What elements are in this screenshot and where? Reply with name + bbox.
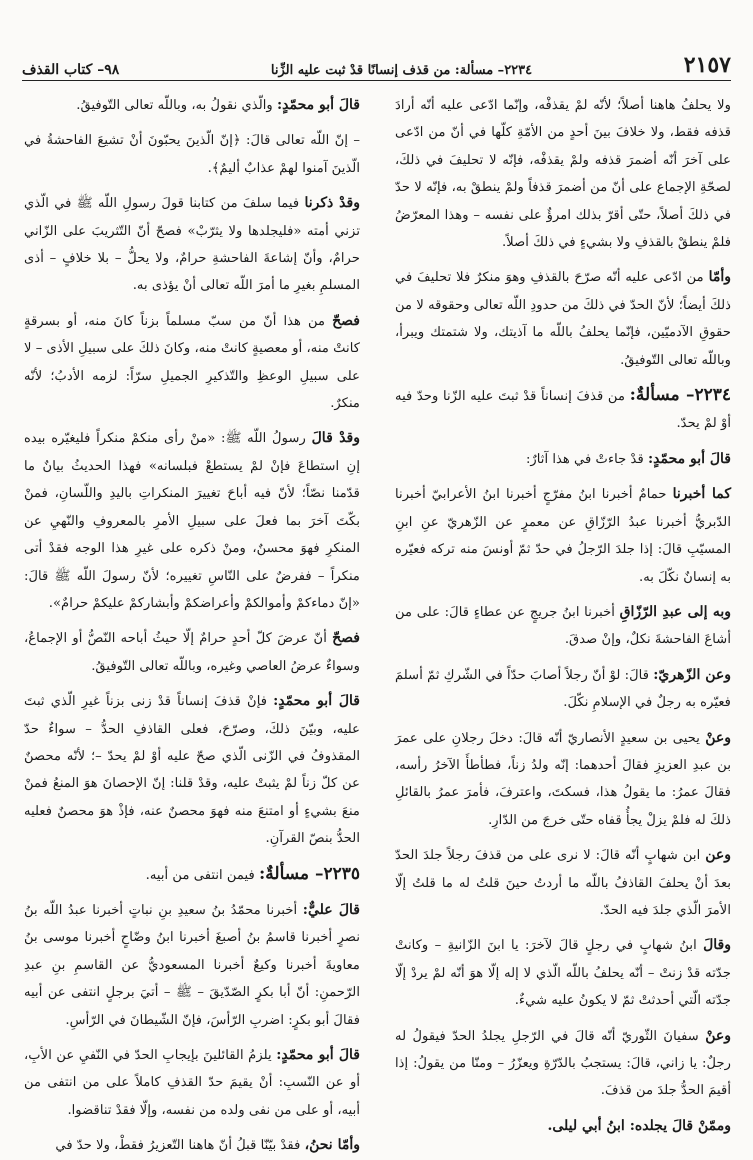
paragraph-text: والّذي نقولُ به، وباللّه تعالى التّوفيقُ. bbox=[76, 98, 277, 113]
paragraph-lead: قالَ أبو محمّدٍ: bbox=[276, 97, 360, 113]
paragraph bbox=[24, 1042, 360, 1124]
paragraph-text: يحيى بن سعيدٍ الأنصاريّ أنّه قالَ: دخلَ رجلانِ على عمرَ بن عبدِ العزيزِ فقالَ أحدهما: إنّه ولدُ زناً، فطأطأَ الآخرُ رأسه، فقالَ عمرُ: ما يقولُ هذا، فسكتَ، واعترفَ، فأمرَ عمرُ بالقائلِ ذلكَ له فلمْ يزلْ يجأُ قفاه حتّى خرجَ من الدّارِ. bbox=[395, 730, 731, 828]
paragraph-text: أنّ عرضَ كلّ أحدٍ حرامٌ إلّا حيثُ أباحه النّصُّ أو الإجماعُ، وسواءٌ عرضُ العاصي وغيره، وباللّه تعالى التّوفيقُ. bbox=[24, 631, 360, 674]
paragraph-lead: وممّنْ قالَ يجلده: ابنُ أبي ليلى. bbox=[547, 1117, 731, 1134]
right-column bbox=[395, 92, 731, 1140]
paragraph-lead: فصحّ bbox=[332, 312, 360, 329]
paragraph bbox=[395, 1023, 731, 1105]
paragraph-text: ابن شهابٍ أنّه قالَ: لا نرى على من قذفَ رجلاً جلدَ الحدّ بعدَ أنْ يحلفَ القاذفُ باللّه ما أردتُ حينَ قلتُ له ما قلتُ إلّا الأمرَ الّذي جلدَ فيه الحدّ. bbox=[395, 848, 731, 918]
paragraph-text: فيمن انتفى من أبيه. bbox=[145, 867, 260, 883]
paragraph bbox=[24, 308, 360, 418]
paragraph bbox=[24, 190, 360, 300]
left-column bbox=[24, 92, 360, 1160]
paragraph bbox=[24, 92, 360, 119]
paragraph-text: أخبرنا ابنُ جريجٍ عن عطاءٍ قالَ: على من أشاعَ الفاحشةَ نكلٌ، وإنْ صدقَ. bbox=[395, 604, 731, 648]
paragraph-text: ولا يحلفُ هاهنا أصلاً؛ لأنّه لمْ يقذفْه، وإنّما ادّعى عليه أنّه أرادَ قذفه فقط، ولا خلافَ بينَ أحدٍ من الأمّةِ كلّها في أنّ من ادّعى على آخرَ أنّه أضمرَ قذفه ولمْ يقذفْه، فإنّه لا تحليفَ في ذلكَ، لصحّةِ الإجماع على أنّ من أضمرَ قذفاً ولمْ ينطقْ به، فإنّه لا حدّ في ذلكَ أصلاً، حتّى أقرّ بذلك امرؤٌ على نفسه – وهذا المعرّضُ فلمْ ينطقْ بالقذفِ ولا بشيءٍ في ذلكَ أصلاً. bbox=[395, 98, 731, 251]
paragraph-lead: وقدْ ذكرنا bbox=[304, 195, 360, 212]
paragraph-text: سفيانَ الثّوريّ أنّه قالَ في الرّجلِ يجلدُ الحدّ فيقولُ له رجلٌ: يا زاني، قالَ: يستجبُ بالدّرّةِ ويعزّرُ – ومنّا من يقولُ: إذا أقيمَ الحدُّ جلدَ من قذفَ. bbox=[395, 1028, 731, 1099]
paragraph bbox=[24, 425, 360, 617]
paragraph bbox=[395, 725, 731, 835]
paragraph-lead: وقدْ قالَ bbox=[311, 430, 360, 447]
paragraph bbox=[395, 446, 731, 473]
paragraph-lead: كما أخبرنا bbox=[672, 486, 731, 503]
paragraph bbox=[395, 932, 731, 1014]
paragraph-text: – إنّ اللّه تعالى قالَ: ﴿إنّ الّذينَ يحبّونَ أنْ تشيعَ الفاحشةُ في الّذينَ آمنوا لهمْ عذابٌ أليمٌ﴾. bbox=[24, 133, 360, 176]
header-rule bbox=[22, 80, 731, 81]
paragraph bbox=[395, 662, 731, 717]
paragraph bbox=[395, 599, 731, 654]
paragraph bbox=[24, 1132, 360, 1159]
book-title: ٩٨– كتاب القذف bbox=[22, 62, 120, 78]
paragraph-text: فيما سلفَ من كتابنا قولَ رسولِ اللّه ﷺ في الّذي تزني أمته «فليجلدها ولا يثرّبْ» فصحّ أنّ التّثريبَ على الزّاني حرامٌ، وأنّ إشاعةَ الفاحشةِ حرامٌ، ولا يحلُّ – بلا خلافٍ – أذى المسلمِ بغيرِ ما أمرَ اللّه تعالى أنْ يؤذى به. bbox=[24, 196, 360, 294]
paragraph bbox=[24, 127, 360, 182]
paragraph-lead: وأمّا bbox=[708, 269, 731, 286]
page-number: ٢١٥٧ bbox=[683, 52, 731, 78]
paragraph bbox=[24, 625, 360, 680]
paragraph-text: قالَ: لوْ أنّ رجلاً أصابَ حدّاً في الشّركِ ثمّ أسلمَ فعيّره به رجلٌ في الإسلامِ نكّلَ. bbox=[395, 667, 731, 711]
paragraph-text: فقدْ بيّنّا قبلُ أنّ هاهنا التّعزيرُ فقطْ، ولا حدّ في bbox=[55, 1138, 305, 1154]
paragraph-text: ابنُ شهابٍ في رجلٍ قالَ لآخرَ: يا ابنَ الزّانيةِ – وكانتْ جدّته قدْ زنتْ – أنّه يحلفُ باللّه الّذي لا إله إلّا هوَ أنّه لمْ يردْ إلّا جدّته الّتي أحدثتْ ثمّ لا يكونُ عليه شيءٌ. bbox=[395, 938, 731, 1009]
paragraph-text: من قذفَ إنساناً قدْ ثبتَ عليه الزّنا وحدّ فيه أوْ لمْ يحدّ. bbox=[395, 389, 731, 432]
paragraph-lead: وعنْ bbox=[705, 729, 731, 746]
paragraph-lead: ٢٢٣٤– مسألةٌ: bbox=[629, 385, 731, 406]
paragraph-lead: وبه إلى عبدِ الرّزّاقِ bbox=[619, 603, 731, 620]
paragraph bbox=[24, 688, 360, 852]
paragraph-lead: وقالَ bbox=[703, 937, 731, 954]
page-header bbox=[22, 48, 731, 78]
paragraph-lead: قالَ عليٌّ: bbox=[302, 901, 360, 918]
paragraph bbox=[395, 1113, 731, 1140]
paragraph bbox=[395, 382, 731, 438]
paragraph-lead: وعن bbox=[705, 847, 731, 864]
paragraph bbox=[395, 264, 731, 374]
paragraph-lead: قالَ أبو محمّدٍ: bbox=[276, 1047, 361, 1063]
paragraph-lead: وأمّا نحنُ، bbox=[304, 1137, 360, 1154]
paragraph-text: من هذا أنّ من سبّ مسلماً بزناً كانَ منه، أو بسرقةٍ كانتْ منه، أو معصيةٍ كانتْ منه، وكانَ ذلكَ على سبيلِ الأذى – لا على سبيلِ الوعظِ والتّذكيرِ الجميلِ سرّاً: لزمه الأدبُ؛ لأنّه منكرٌ. bbox=[24, 313, 360, 412]
paragraph-text: قدْ جاءتْ في هذا آثارٌ: bbox=[525, 451, 648, 467]
paragraph-text: من ادّعى عليه أنّه صرّحَ بالقذفِ وهوَ منكرٌ فلا تحليفَ في ذلكَ أيضاً؛ لأنّ الحدّ في ذلكَ من حدودِ اللّه تعالى وحقوقه لا من حقوقِ الآدميّين، فإنّما يحلفُ باللّه ما آذيتك، ولا شتمتك ويبرأ، وباللّه تعالى التّوفيقُ. bbox=[395, 270, 731, 368]
paragraph-lead: فصحّ bbox=[332, 630, 360, 647]
paragraph-text: فإنْ قذفَ إنساناً قدْ زنى بزناً غيرِ الّذي ثبتَ عليه، وبيّنَ ذلكَ، وصرّحَ، فعلى القاذفِ الحدُّ – سواءٌ حدّ المقذوفُ في الزّنى الّذي صحّ عليه أوْ لمْ يحدّ –؛ لأنّه محصنٌ عن كلّ زناً لمْ يثبتْ عليه، وقدْ قلنا: إنّ الإحصانَ هوَ المنعُ فمنْ منعَ بشيءٍ أو امتنعَ منه فهوَ محصنٌ عنه، فإذْ هوَ محصنٌ فعليه الحدُّ بنصّ القرآنِ. bbox=[24, 694, 360, 847]
paragraph bbox=[24, 861, 360, 889]
paragraph-text: يلزمُ القائلينَ بإيجابِ الحدّ في النّفيِ عن الأبِ، أو عن النّسبِ: أنْ يقيمَ حدّ القذفِ كاملاً على من انتفى من أبيه، أو على من نفى ولده من نفسه، وإلّا فقدْ تناقضوا. bbox=[24, 1048, 360, 1118]
paragraph-lead: قالَ أبو محمّدٍ: bbox=[273, 693, 360, 710]
paragraph bbox=[395, 92, 731, 256]
paragraph-lead: وعنْ bbox=[705, 1027, 731, 1044]
paragraph bbox=[24, 897, 360, 1034]
running-title: ٢٢٣٤– مسألة: من قذف إنسانًا قدْ ثبت عليه الزِّنا bbox=[270, 63, 533, 78]
paragraph bbox=[395, 842, 731, 924]
paragraph-lead: ٢٢٣٥– مسألةٌ: bbox=[259, 863, 360, 884]
paragraph-lead: وعن الزّهريّ: bbox=[653, 666, 731, 683]
paragraph-text: أخبرنا محمّدُ بنُ سعيدِ بنِ نباتٍ أخبرنا عبدُ اللّه بنُ نصرٍ أخبرنا قاسمُ بنُ أصبغَ أخبرنا ابنُ وضّاحٍ أخبرنا موسى بنُ معاويةَ أخبرنا وكيعٌ أخبرنا المسعوديُّ عن القاسمِ بنِ عبدِ الرّحمنِ: أنّ أبا بكرٍ الصّدّيقَ – ﷺ – أتيَ برجلٍ انتفى عن أبيه فقالَ أبو بكرٍ: اضربِ الرّأسَ، فإنّ الشّيطانَ في الرّأسِ. bbox=[24, 902, 360, 1028]
paragraph-lead: قالَ أبو محمّدٍ: bbox=[647, 450, 731, 467]
paragraph bbox=[395, 481, 731, 591]
paragraph-text: حمامٌ أخبرنا ابنُ مفرّجٍ أخبرنا ابنُ الأعرابيّ أخبرنا الدّبريُّ أخبرنا عبدُ الرّزّاقِ عن معمرٍ عن الزّهريّ عنِ ابنِ المسيّبِ قالَ: إذا جلدَ الرّجلُ في حدّ ثمّ أونسَ منه تركه فعيّره به إنسانٌ نكّلَ به. bbox=[395, 487, 731, 585]
paragraph-text: رسولُ اللّه ﷺ: «منْ رأى منكمْ منكراً فليغيّره بيده إنِ استطاعَ فإنْ لمْ يستطعْ فبلسانه» فهذا الحديثُ بيانٌ ما قدّمنا نصّاً؛ لأنّ فيه أباحَ تغييرَ المنكراتِ باليدِ واللّسانِ، فمنْ بكّتَ آخرَ بما فعلَ على سبيلِ الأمرِ بالمعروفِ والنّهيِ عن المنكرِ فهوَ محسنٌ، ومنْ ذكره على غيرِ هذا الوجه فقدْ أتى منكراً – ففرضٌ على النّاسِ تغييره؛ لأنّ رسولَ اللّه ﷺ قالَ: «إنّ دماءكمْ وأموالكمْ وأعراضكمْ وأبشاركمْ عليكمْ حرامٌ». bbox=[24, 431, 360, 611]
